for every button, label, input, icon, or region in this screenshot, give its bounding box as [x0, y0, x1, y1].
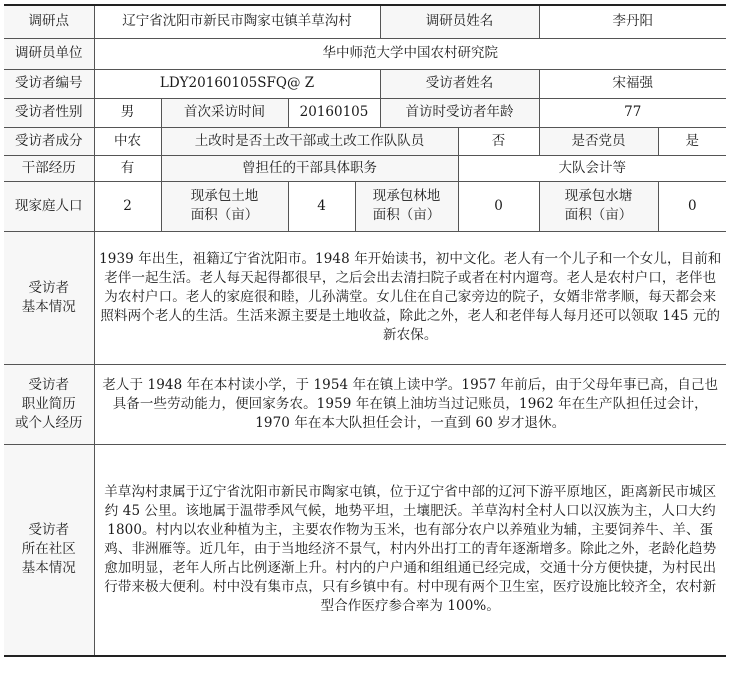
community-label-line3: 基本情况 [21, 560, 76, 577]
forest-label-line2: 面积（亩） [372, 207, 441, 223]
first-interview-time-label: 首次采访时间 [161, 98, 288, 127]
class-status-value: 中农 [94, 127, 161, 155]
investigator-value: 李丹阳 [539, 5, 726, 38]
interview-record-table [4, 4, 726, 657]
basic-info-label-line2: 基本情况 [21, 298, 76, 315]
interviewee-name-label: 受访者姓名 [380, 69, 539, 98]
household-value: 2 [94, 181, 161, 231]
row-community [4, 444, 726, 656]
farmland-label [161, 181, 288, 231]
row-basic-info [4, 231, 726, 364]
pond-value: 0 [658, 181, 726, 231]
household-label: 现家庭人口 [4, 181, 94, 231]
investigator-unit-label: 调研员单位 [4, 38, 94, 69]
pond-label-line2: 面积（亩） [564, 207, 633, 223]
land-reform-cadre-label: 土改时是否土改干部或土改工作队队员 [161, 127, 458, 155]
row-career [4, 364, 726, 444]
investigator-unit-value: 华中师范大学中国农村研究院 [94, 38, 726, 69]
pond-label [539, 181, 658, 231]
interviewee-id-value: LDY20160105SFQ@ Z [94, 69, 380, 98]
class-status-label: 受访者成分 [4, 127, 94, 155]
age-label: 首访时受访者年龄 [380, 98, 539, 127]
forest-label-line1: 现承包林地 [372, 188, 441, 204]
row-gender [4, 98, 726, 127]
interviewee-name-value: 宋福强 [539, 69, 726, 98]
gender-value: 男 [94, 98, 161, 127]
interviewee-id-label: 受访者编号 [4, 69, 94, 98]
community-text: 羊草沟村隶属于辽宁省沈阳市新民市陶家屯镇，位于辽宁省中部的辽河下游平原地区，距离新民市城区约 45 公里。该地属于温带季风气候，地势平坦，土壤肥沃。羊草沟村全村人口以汉族为主，人口大约 1800。村内以农业种植为主，主要农作物为玉米，也有部分农户以养殖业为辅，主要饲养牛、羊、蛋鸡、非洲雁等。近几年，由于当地经济不景气，村内外出打工的青年逐渐增多。除此之外，老龄化趋势愈加明显，老年人所占比例逐渐上升。村内的户户通和组组通已经完成，交通十分方便快捷，为村民出行带来极大便利。村中没有集市点，只有乡镇中有。村中现有两个卫生室，医疗设施比较齐全，农村新型合作医疗参合率为 100%。 [94, 444, 726, 656]
row-cadre-experience [4, 155, 726, 181]
basic-info-label [4, 231, 94, 364]
cadre-positions-label: 曾担任的干部具体职务 [161, 155, 458, 181]
community-label-line2: 所在社区 [21, 541, 76, 558]
gender-label: 受访者性别 [4, 98, 94, 127]
survey-site-value: 辽宁省沈阳市新民市陶家屯镇羊草沟村 [94, 5, 380, 38]
forest-label [355, 181, 458, 231]
party-member-label: 是否党员 [539, 127, 658, 155]
career-label-line1: 受访者 [28, 376, 69, 393]
row-survey-site [4, 5, 726, 38]
career-label-line2: 职业简历 [21, 395, 76, 412]
pond-label-line1: 现承包水塘 [564, 188, 633, 204]
basic-info-text: 1939 年出生，祖籍辽宁省沈阳市。1948 年开始读书，初中文化。老人有一个儿子和一个女儿，目前和老伴一起生活。老人每天起得都很早，之后会出去清扫院子或者在村内遛弯。老人是农村户口，老伴也为农村户口。老人的家庭很和睦，儿孙满堂。女儿住在自己家旁边的院子，女婿非常孝顺，每天都会来照料两个老人的生活。生活来源主要是土地收益，除此之外，老人和老伴每人每月还可以领取 145 元的新农保。 [94, 231, 726, 364]
land-reform-cadre-value: 否 [458, 127, 539, 155]
party-member-value: 是 [658, 127, 726, 155]
cadre-positions-value: 大队会计等 [458, 155, 726, 181]
investigator-label: 调研员姓名 [380, 5, 539, 38]
first-interview-time-value: 20160105 [288, 98, 380, 127]
farmland-value: 4 [288, 181, 355, 231]
farmland-label-line2: 面积（亩） [190, 207, 259, 223]
cadre-experience-value: 有 [94, 155, 161, 181]
row-interviewee-id [4, 69, 726, 98]
survey-site-label: 调研点 [4, 5, 94, 38]
row-household [4, 181, 726, 231]
community-label-line1: 受访者 [28, 522, 69, 539]
career-label [4, 364, 94, 444]
career-text: 老人于 1948 年在本村读小学，于 1954 年在镇上读中学。1957 年前后，由于父母年事已高，自己也具备一些劳动能力，便回家务农。1959 年在镇上油坊当过记账员，1962 年在生产队担任过会计，1970 年在本大队担任会计，一直到 60 岁才退休。 [94, 364, 726, 444]
farmland-label-line1: 现承包土地 [190, 188, 259, 204]
row-investigator-unit [4, 38, 726, 69]
community-label [4, 444, 94, 656]
basic-info-label-line1: 受访者 [28, 279, 69, 296]
career-label-line3: 或个人经历 [15, 414, 83, 431]
age-value: 77 [539, 98, 726, 127]
row-class-status [4, 127, 726, 155]
forest-value: 0 [458, 181, 539, 231]
cadre-experience-label: 干部经历 [4, 155, 94, 181]
